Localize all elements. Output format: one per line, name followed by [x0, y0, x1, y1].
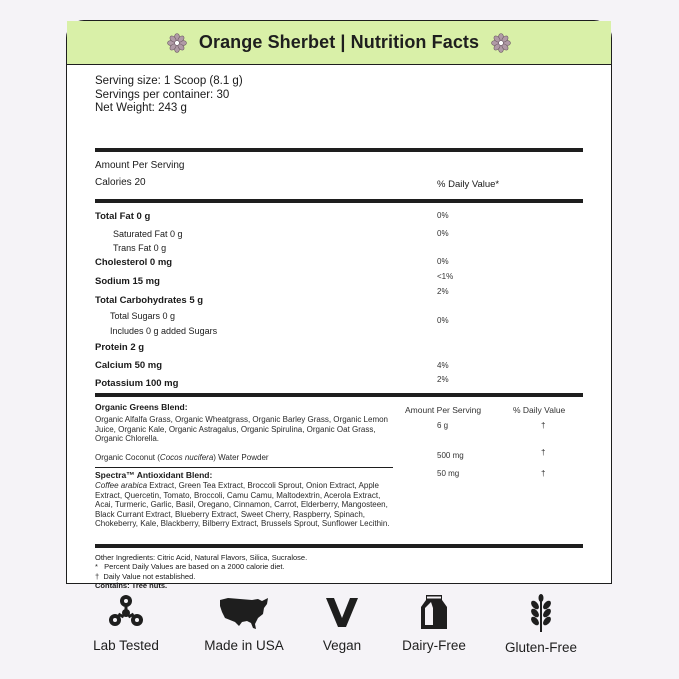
flower-icon	[491, 33, 511, 53]
daily-value-note: * Percent Daily Values are based on a 2000 calorie diet.	[95, 562, 285, 572]
divider	[95, 148, 583, 152]
servings-per-container: Servings per container: 30	[95, 88, 230, 101]
nutrient-dv: 2%	[437, 287, 449, 296]
spectra-latin: Coffee arabica	[95, 481, 148, 490]
nutrient-dv: 2%	[437, 375, 449, 384]
blend-amount-header: Amount Per Serving	[405, 405, 482, 415]
blend-dv-header: % Daily Value	[513, 405, 566, 415]
nutrient-dv: 4%	[437, 361, 449, 370]
label-body	[95, 65, 583, 591]
amount-per-serving-label: Amount Per Serving	[95, 160, 185, 171]
coconut-water-powder	[95, 453, 269, 463]
spectra-amount: 50 mg	[437, 469, 460, 478]
other-ingredients: Other Ingredients: Citric Acid, Natural Flavors, Silica, Sucralose.	[95, 553, 308, 562]
nutrient-protein: Protein 2 g	[95, 342, 145, 353]
usa-map-icon	[218, 594, 270, 630]
allergen-note: Contains: Tree nuts.	[95, 581, 168, 591]
nutrition-facts-card	[66, 20, 612, 591]
nutrient-total-sugars: Total Sugars 0 g	[110, 311, 176, 321]
calories: Calories 20	[95, 177, 146, 188]
lab-tested-icon	[108, 594, 144, 630]
nutrient-cholesterol: Cholesterol 0 mg	[95, 257, 173, 268]
greens-blend-amount: 6 g	[437, 421, 449, 430]
greens-blend-dv: †	[541, 421, 546, 430]
badge-gluten-free	[486, 594, 596, 655]
serving-size: Serving size: 1 Scoop (8.1 g)	[95, 75, 243, 87]
coconut-latin: Cocos nucifera	[159, 453, 214, 462]
divider	[95, 199, 583, 203]
feature-badges	[0, 594, 679, 664]
nutrient-dv: 0%	[437, 211, 449, 220]
spectra-blend-ingredients	[95, 481, 393, 529]
badge-lab-tested	[71, 594, 181, 653]
nutrient-dv: <1%	[437, 272, 454, 281]
net-weight: Net Weight: 243 g	[95, 102, 187, 114]
page-title: Orange Sherbet | Nutrition Facts	[198, 32, 480, 52]
nutrient-potassium: Potassium 100 mg	[95, 378, 179, 389]
badge-label: Dairy-Free	[402, 638, 466, 653]
badge-label: Gluten-Free	[504, 640, 578, 655]
badge-label: Vegan	[322, 638, 362, 653]
greens-blend-ingredients: Organic Alfalfa Grass, Organic Wheatgrass, Organic Barley Grass, Organic Lemon Juice, Organic Kale, Organic Astragalus, Organic Spirulina, Organic Oat Grass, Organic Chlorella.	[95, 415, 389, 444]
flower-icon	[167, 33, 187, 53]
spectra-dv: †	[541, 469, 546, 478]
spectra-blend-title: Spectra™ Antioxidant Blend:	[95, 470, 213, 480]
spectra-desc: Extract, Green Tea Extract, Broccoli Sprout, Onion Extract, Apple Extract, Quercetin, Tomato, Broccoli, Camu Camu, Maltodextrin, Acerola Extract, Acai, Turmeric, Garlic, Basil, Oregano, Cinnamon, Carrot, Elderberry, Mangosteen, Black Currant Extract, Blueberry Extract, Sweet Cherry, Raspberry, Spinach, Chokeberry, Kale, Blackberry, Bilberry Extract, Brussels Sprout, Sunflower Lecithin.	[95, 481, 390, 529]
nutrient-total-fat: Total Fat 0 g	[95, 211, 151, 222]
greens-blend-title: Organic Greens Blend:	[95, 402, 188, 412]
badge-dairy-free	[379, 594, 489, 653]
daily-value-header: % Daily Value*	[437, 179, 500, 190]
coconut-prefix: Organic Coconut (	[95, 453, 160, 462]
coconut-suffix: ) Water Powder	[213, 453, 269, 462]
nutrient-total-carbohydrates: Total Carbohydrates 5 g	[95, 295, 204, 306]
milk-carton-icon	[419, 594, 449, 630]
serving-info	[95, 65, 583, 116]
coconut-dv: †	[541, 448, 546, 457]
nutrient-dv: 0%	[437, 316, 449, 325]
divider	[95, 544, 583, 548]
nutrient-sodium: Sodium 15 mg	[95, 276, 160, 287]
badge-made-in-usa	[189, 594, 299, 653]
nutrient-saturated-fat: Saturated Fat 0 g	[113, 229, 183, 239]
coconut-amount: 500 mg	[437, 451, 464, 460]
nutrient-calcium: Calcium 50 mg	[95, 360, 163, 371]
nutrient-added-sugars: Includes 0 g added Sugars	[110, 326, 218, 336]
nutrient-trans-fat: Trans Fat 0 g	[113, 243, 167, 253]
badge-label: Lab Tested	[93, 638, 159, 653]
nutrient-dv: 0%	[437, 257, 449, 266]
nutrient-dv: 0%	[437, 229, 449, 238]
footer-notes	[95, 553, 307, 591]
dagger-note: † Daily Value not established.	[95, 571, 196, 581]
divider	[95, 467, 393, 468]
wheat-icon	[526, 594, 556, 632]
divider	[95, 393, 583, 397]
badge-label: Made in USA	[204, 638, 284, 653]
vegan-v-icon	[324, 594, 360, 630]
card-header	[67, 21, 611, 65]
